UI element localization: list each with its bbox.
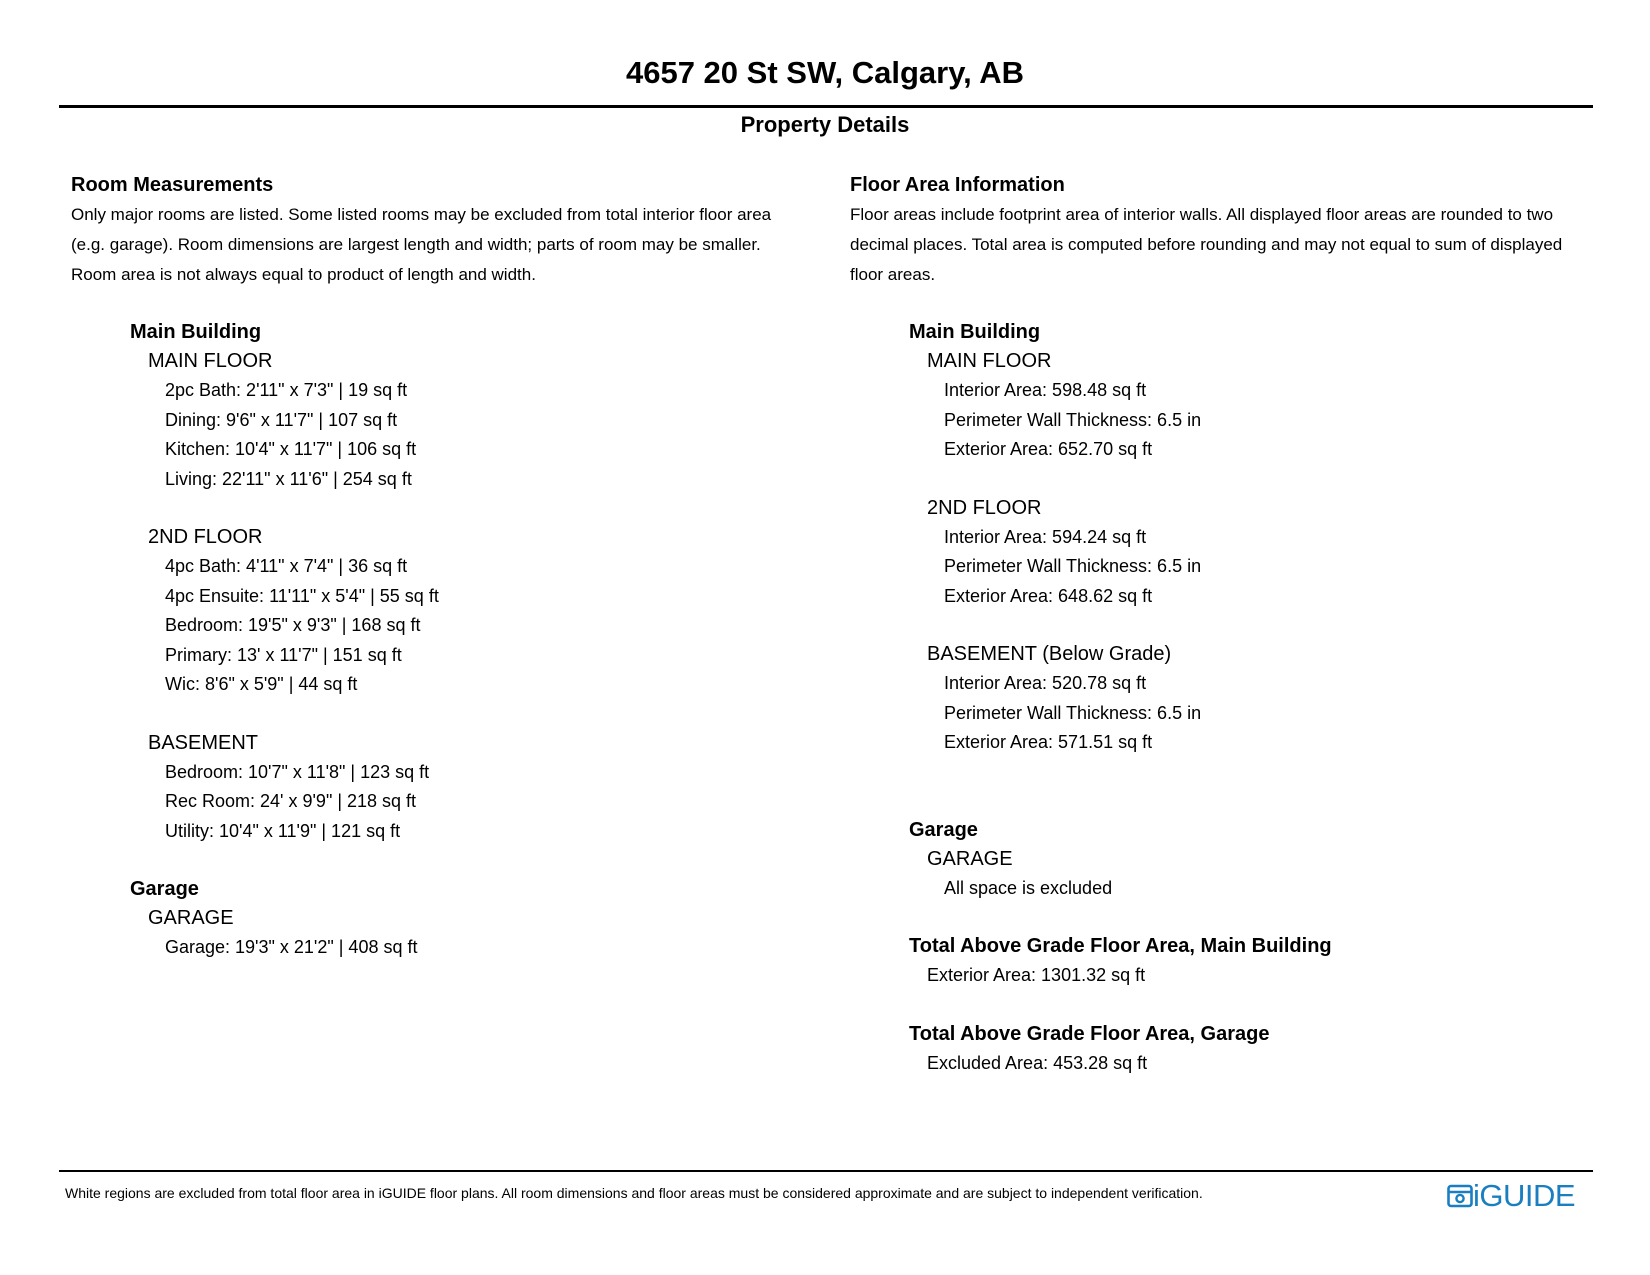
floor-heading: 2ND FLOOR xyxy=(927,496,1042,519)
room-item: Wic: 8'6" x 5'9" | 44 sq ft xyxy=(165,674,358,694)
room-building-list xyxy=(71,318,811,963)
room-item: Kitchen: 10'4" x 11'7" | 106 sq ft xyxy=(165,439,417,459)
area-item: Perimeter Wall Thickness: 6.5 in xyxy=(944,556,1202,576)
total-value: Exterior Area: 1301.32 sq ft xyxy=(927,965,1146,985)
floor-heading: GARAGE xyxy=(927,847,1013,870)
room-item: Dining: 9'6" x 11'7" | 107 sq ft xyxy=(165,409,398,430)
area-item: Exterior Area: 648.62 sq ft xyxy=(944,585,1153,606)
floor-heading: 2ND FLOOR xyxy=(148,526,263,548)
area-item: Interior Area: 594.24 sq ft xyxy=(944,526,1147,547)
page-title: 4657 20 St SW, Calgary, AB xyxy=(625,55,1024,90)
area-item: All space is excluded xyxy=(944,877,1113,898)
room-item: 4pc Bath: 4'11" x 7'4" | 36 sq ft xyxy=(165,556,408,576)
area-item: Exterior Area: 571.51 sq ft xyxy=(944,732,1153,752)
room-main-building xyxy=(130,318,811,846)
iguide-logo xyxy=(1447,1179,1575,1213)
room-item: Garage: 19'3" x 21'2" | 408 sq ft xyxy=(165,937,418,957)
area-main-building xyxy=(909,318,1610,758)
floor-area-intro-line: decimal places. Total area is computed before rounding and may not equal to sum of displayed xyxy=(850,235,1563,254)
area-item: Interior Area: 520.78 sq ft xyxy=(944,673,1147,693)
area-item: Perimeter Wall Thickness: 6.5 in xyxy=(944,702,1202,723)
room-item: Primary: 13' x 11'7" | 151 sq ft xyxy=(165,644,402,665)
page-subtitle: Property Details xyxy=(740,112,910,137)
total-value: Excluded Area: 453.28 sq ft xyxy=(927,1052,1148,1073)
room-item: Rec Room: 24' x 9'9" | 218 sq ft xyxy=(165,791,417,811)
room-item: 4pc Ensuite: 11'11" x 5'4" | 55 sq ft xyxy=(165,585,439,606)
building-heading: Garage xyxy=(130,878,199,900)
header-divider xyxy=(59,105,1593,108)
floor-area-intro-line: Floor areas include footprint area of interior walls. All displayed floor areas are rounded to two xyxy=(850,205,1554,224)
total-heading: Total Above Grade Floor Area, Garage xyxy=(909,1022,1270,1045)
floor-area-intro-line: floor areas. xyxy=(850,265,936,284)
area-item: Exterior Area: 652.70 sq ft xyxy=(944,439,1153,459)
area-item: Perimeter Wall Thickness: 6.5 in xyxy=(944,409,1202,430)
floor-main xyxy=(130,347,811,494)
footer-divider xyxy=(59,1170,1593,1172)
iguide-logo-text: iGUIDE xyxy=(1473,1178,1576,1213)
area-floor-main xyxy=(909,347,1610,465)
room-item: Bedroom: 19'5" x 9'3" | 168 sq ft xyxy=(165,615,421,635)
room-measurements-intro-line: (e.g. garage). Room dimensions are largest length and width; parts of room may be smaller. xyxy=(71,235,761,254)
building-heading: Main Building xyxy=(909,321,1041,343)
floor-heading: BASEMENT (Below Grade) xyxy=(927,643,1172,665)
area-item: Interior Area: 598.48 sq ft xyxy=(944,380,1147,400)
room-measurements-intro-line: Room area is not always equal to product of length and width. xyxy=(71,265,536,284)
room-item: 2pc Bath: 2'11" x 7'3" | 19 sq ft xyxy=(165,380,408,400)
building-heading: Garage xyxy=(909,818,978,841)
total-heading: Total Above Grade Floor Area, Main Building xyxy=(909,935,1332,957)
area-floor-garage xyxy=(909,845,1610,904)
area-floor-second xyxy=(909,494,1610,612)
total-garage xyxy=(909,1020,1610,1079)
floor-area-heading: Floor Area Information xyxy=(850,174,1065,196)
floor-second xyxy=(130,523,811,700)
iguide-logo-icon xyxy=(1447,1183,1473,1209)
room-item: Bedroom: 10'7" x 11'8" | 123 sq ft xyxy=(165,761,430,782)
building-heading: Main Building xyxy=(130,321,262,343)
room-measurements-section xyxy=(71,170,811,963)
area-garage-building xyxy=(909,816,1610,904)
floor-garage xyxy=(130,904,811,963)
floor-heading: GARAGE xyxy=(148,907,234,929)
room-measurements-heading: Room Measurements xyxy=(71,174,274,196)
floor-area-section xyxy=(850,170,1610,1078)
total-main-building xyxy=(909,932,1610,991)
floor-heading: BASEMENT xyxy=(148,731,259,754)
floor-basement xyxy=(130,729,811,847)
room-garage-building xyxy=(130,875,811,963)
room-item: Living: 22'11" x 11'6" | 254 sq ft xyxy=(165,468,412,489)
area-building-list xyxy=(850,318,1610,1078)
area-floor-basement xyxy=(909,640,1610,758)
room-measurements-intro-line: Only major rooms are listed. Some listed rooms may be excluded from total interior floor area xyxy=(71,205,772,224)
room-item: Utility: 10'4" x 11'9" | 121 sq ft xyxy=(165,820,401,841)
floor-heading: MAIN FLOOR xyxy=(927,350,1052,372)
footer-disclaimer: White regions are excluded from total floor area in iGUIDE floor plans. All room dimensions and floor areas must be considered approximate and are subject to independent verification. xyxy=(65,1185,1203,1201)
floor-heading: MAIN FLOOR xyxy=(148,350,273,372)
